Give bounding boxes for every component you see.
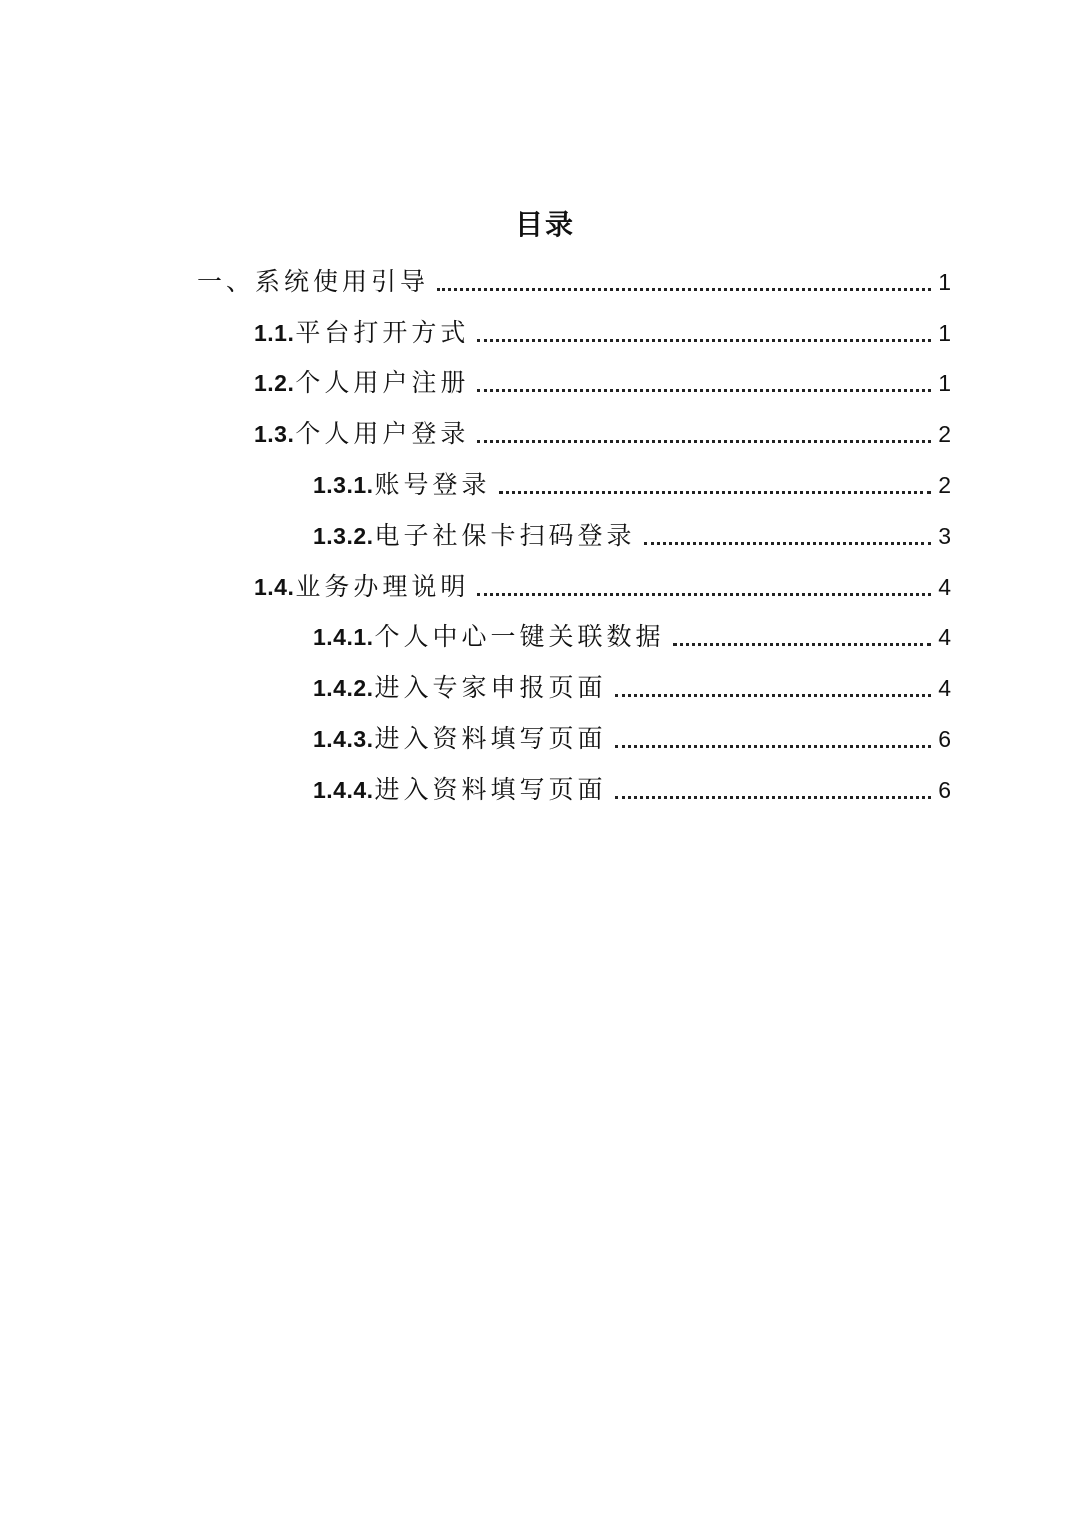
toc-entry-page: 4 <box>938 675 951 702</box>
toc-entry-page: 6 <box>938 725 951 752</box>
toc-entry[interactable] <box>0 254 951 305</box>
toc-entry-label: 进入资料填写页面 <box>374 723 607 753</box>
toc-entry-number: 1.4.4. <box>313 776 374 803</box>
toc-entry-page: 6 <box>938 776 951 803</box>
toc-entry-label: 个人用户登录 <box>295 419 470 449</box>
toc-entry-page: 2 <box>938 421 951 448</box>
toc-entry[interactable] <box>0 762 951 813</box>
toc-entry-page: 4 <box>938 573 951 600</box>
toc-entry[interactable] <box>0 660 951 711</box>
toc-title: 目录 <box>514 208 575 241</box>
dot-leader <box>673 643 931 646</box>
dot-leader <box>477 593 931 596</box>
toc-list <box>0 254 1080 813</box>
toc-entry[interactable] <box>0 559 951 610</box>
dot-leader <box>499 491 931 494</box>
toc-entry-number: 1.3.2. <box>313 522 374 549</box>
toc-entry-label: 个人用户注册 <box>295 368 470 398</box>
dot-leader <box>644 542 931 545</box>
toc-entry-page: 4 <box>938 624 951 651</box>
toc-entry-number: 1.4.2. <box>313 675 374 702</box>
dot-leader <box>615 745 931 748</box>
toc-entry-number: 1.4. <box>254 573 295 600</box>
dot-leader <box>615 796 931 799</box>
toc-entry-label: 一、系统使用引导 <box>197 266 430 296</box>
toc-entry-page: 1 <box>938 268 951 295</box>
toc-entry[interactable] <box>0 711 951 762</box>
toc-entry-page: 2 <box>938 471 951 498</box>
dot-leader <box>615 694 931 697</box>
toc-entry-number: 1.2. <box>254 370 295 397</box>
toc-entry[interactable] <box>0 457 951 508</box>
dot-leader <box>477 389 931 392</box>
toc-entry[interactable] <box>0 305 951 356</box>
toc-entry-label: 电子社保卡扫码登录 <box>374 520 636 550</box>
toc-entry[interactable] <box>0 356 951 407</box>
toc-entry-number: 1.4.1. <box>313 624 374 651</box>
toc-entry[interactable] <box>0 610 951 661</box>
toc-entry-number: 1.1. <box>254 319 295 346</box>
toc-entry-number: 1.4.3. <box>313 725 374 752</box>
toc-entry-label: 进入专家申报页面 <box>374 673 607 703</box>
toc-entry-number: 1.3.1. <box>313 471 374 498</box>
toc-entry-number: 1.3. <box>254 421 295 448</box>
dot-leader <box>437 288 931 291</box>
toc-entry-page: 1 <box>938 319 951 346</box>
toc-entry-label: 进入资料填写页面 <box>374 774 607 804</box>
toc-entry-page: 1 <box>938 370 951 397</box>
toc-entry-label: 账号登录 <box>374 469 491 499</box>
toc-entry-page: 3 <box>938 522 951 549</box>
toc-entry-label: 个人中心一键关联数据 <box>374 622 665 652</box>
toc-entry-label: 业务办理说明 <box>295 571 470 601</box>
toc-entry[interactable] <box>0 508 951 559</box>
dot-leader <box>477 339 931 342</box>
toc-entry[interactable] <box>0 406 951 457</box>
toc-entry-label: 平台打开方式 <box>295 317 470 347</box>
dot-leader <box>477 440 931 443</box>
